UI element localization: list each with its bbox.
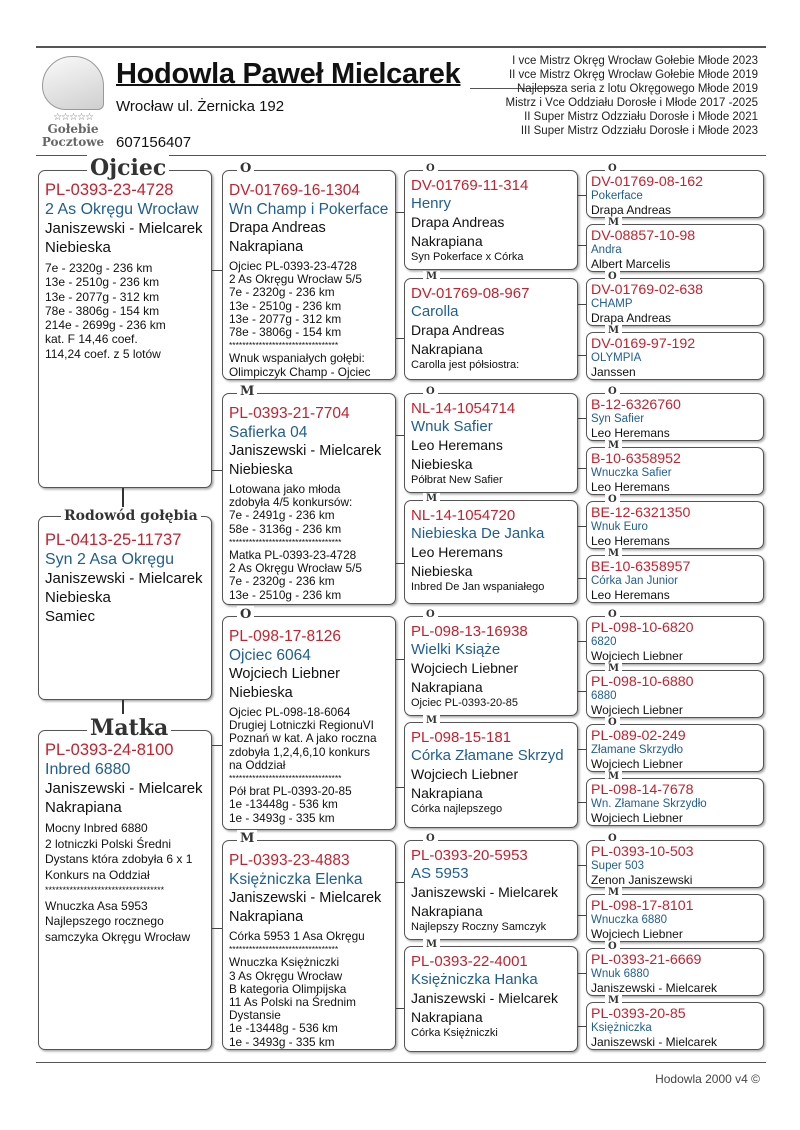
owner: Wojciech Liebner: [411, 660, 519, 676]
award: II Super Mistrz Odzziału Dorosłe i Młode 2021: [524, 110, 758, 123]
note-line: kat. F 14,46 coef.: [45, 332, 138, 347]
pigeon-name: Ojciec 6064: [229, 647, 311, 664]
connector: [578, 195, 586, 196]
notes: [229, 483, 391, 602]
connector: [212, 270, 222, 271]
ring-number: PL-098-15-181: [411, 729, 512, 746]
pigeon-name: Wn. Złamane Skrzydło: [591, 798, 707, 810]
sex-label: O: [237, 606, 254, 624]
pigeon-name: Andra: [591, 244, 622, 256]
sex-label: O: [605, 941, 620, 953]
note-line: samczyka Okręgu Wrocław: [45, 929, 191, 944]
note-line: 58e - 3136g - 236 km: [229, 521, 342, 536]
pigeon-name: Wnuczka 6880: [591, 914, 668, 926]
sex-label: O: [605, 609, 620, 621]
connector: [578, 749, 586, 750]
award: I vce Mistrz Okręg Wrocław Gołebie Młode 2023: [512, 55, 758, 67]
note-line: Lotowana jako młoda: [229, 482, 341, 496]
owner: Wojciech Liebner: [591, 927, 683, 941]
ring-number: B-12-6326760: [591, 397, 681, 413]
notes: [229, 260, 391, 379]
ring-number: BE-12-6321350: [591, 505, 691, 521]
ring-number: PL-089-02-249: [591, 728, 686, 744]
gen4-card[interactable]: [586, 548, 764, 603]
note-line: Wnuk wspaniałych gołębi:: [229, 351, 365, 366]
page-title: Hodowla Paweł Mielcarek: [116, 58, 461, 90]
sex-label: O: [423, 609, 438, 621]
owner: Leo Heremans: [591, 480, 670, 494]
ring-number: PL-0393-21-7704: [229, 405, 350, 422]
sex-label: O: [423, 386, 438, 398]
color: Nakrapiana: [411, 902, 483, 919]
note-line: zdobyła 4/5 konkursów:: [229, 495, 353, 510]
sex-label: M: [423, 493, 440, 505]
ring-number: PL-0393-22-4001: [411, 953, 528, 970]
connector: [212, 745, 222, 746]
gen4-card[interactable]: [586, 663, 764, 718]
gen3-card[interactable]: [404, 271, 578, 380]
sex-label: M: [605, 887, 622, 899]
note-line: 7e - 2491g - 236 km: [229, 508, 335, 523]
owner: Janiszewski - Mielcarek: [591, 1035, 718, 1049]
ring-number: NL-14-1054720: [411, 507, 516, 524]
owner: Drapa Andreas: [229, 220, 326, 236]
note-line: zdobyła 1,2,4,6,10 konkurs: [229, 744, 370, 759]
gen3-card[interactable]: [404, 939, 578, 1052]
note-line: 13e - 2077g - 312 km: [229, 311, 342, 326]
mother-card[interactable]: [38, 715, 212, 1050]
connector: [396, 1008, 404, 1009]
owner: Albert Marcelis: [591, 257, 671, 271]
ring-number: PL-098-17-8101: [591, 898, 694, 914]
pigeon-name: Złamane Skrzydło: [591, 744, 684, 756]
owner: Wojciech Liebner: [411, 766, 519, 782]
note-line: 7e - 2320g - 236 km: [229, 574, 335, 589]
pigeon-name: CHAMP: [591, 298, 633, 310]
gen4-card[interactable]: [586, 887, 764, 942]
ring-number: DV-01769-08-162: [591, 174, 704, 190]
address: Wrocław ul. Żernicka 192: [116, 98, 285, 115]
gen4-card[interactable]: [586, 717, 764, 772]
mother-label: Matka: [87, 714, 171, 742]
owner: Leo Heremans: [591, 588, 670, 602]
connector: [578, 865, 586, 866]
sex-label: M: [423, 939, 440, 951]
logo-line2: Pocztowe: [41, 135, 105, 149]
owner: Janiszewski - Mielcarek: [229, 890, 382, 906]
connector: [578, 355, 586, 356]
note: Półbrat New Safier: [411, 474, 503, 486]
father-label: Ojciec: [87, 154, 169, 182]
pigeon-name: OLYMPIA: [591, 352, 642, 364]
sex-label: M: [605, 663, 622, 675]
phone: 607156407: [116, 134, 192, 151]
pigeon-name: Księżniczka: [591, 1022, 652, 1034]
note-line: 13e - 2510g - 236 km: [229, 298, 342, 313]
note-line: 2 lotniczki Polski Średni: [45, 836, 172, 851]
ring-number: PL-0393-24-8100: [45, 741, 174, 759]
note-line: 7e - 2320g - 236 km: [45, 261, 153, 275]
connector: [578, 245, 586, 246]
pigeon-name: Syn 2 Asa Okręgu: [45, 551, 174, 568]
pigeon-name: Córka Jan Junior: [591, 575, 678, 587]
note-line: Ojciec PL-098-18-6064: [229, 705, 351, 719]
color: Nakrapiana: [411, 678, 483, 695]
gen3-card[interactable]: [404, 493, 578, 604]
gen4-card[interactable]: [586, 386, 764, 441]
note-line: 1e - 3493g - 335 km: [229, 810, 335, 825]
sex-label: O: [605, 717, 620, 729]
connector: [578, 418, 586, 419]
awards-list: [506, 55, 758, 138]
award: Mistrz i Vce Oddziału Dorosłe i Młode 2017 -2025: [505, 96, 758, 109]
notes: [229, 706, 391, 825]
connector: [578, 802, 586, 803]
notes: [229, 930, 391, 1049]
sex-label: O: [605, 271, 620, 283]
sex-label: M: [423, 271, 440, 283]
note-line: na Oddział: [229, 757, 286, 772]
connector: [396, 563, 404, 564]
ring-number: PL-0413-25-11737: [45, 531, 182, 549]
logo-line1: Gołebie: [47, 122, 99, 136]
stars-icon: ☆☆☆☆☆: [53, 112, 93, 123]
pigeon-name: Henry: [411, 195, 452, 212]
owner: Leo Heremans: [591, 534, 670, 548]
sex-label: M: [605, 548, 622, 560]
connector: [578, 915, 586, 916]
sex-label: O: [605, 833, 620, 845]
pigeon-name: Wn Champ i Pokerface: [229, 201, 389, 218]
owner: Janiszewski - Mielcarek: [411, 884, 559, 900]
pigeon-name: AS 5953: [411, 865, 469, 882]
note-line: 7e - 2320g - 236 km: [229, 285, 335, 300]
owner: Drapa Andreas: [591, 311, 672, 325]
gen3-card[interactable]: [404, 833, 578, 940]
note-line: 3 As Okręgu Wrocław: [229, 968, 343, 983]
owner: Leo Heremans: [411, 437, 503, 453]
connector: [578, 304, 586, 305]
pigeon-name: Super 503: [591, 860, 645, 872]
connector: [396, 659, 404, 660]
note-line: Pół brat PL-0393-20-85: [229, 784, 352, 799]
pigeon-name: Księżniczka Elenka: [229, 871, 363, 888]
owner: Wojciech Liebner: [591, 649, 683, 663]
note-line: Wnuczka Asa 5953: [45, 898, 148, 913]
note-line: 114,24 coef. z 5 lotów: [45, 346, 161, 361]
sex: Samiec: [45, 608, 96, 625]
father-card[interactable]: [38, 155, 212, 488]
ring-number: PL-0393-20-85: [591, 1006, 686, 1022]
notes: [45, 261, 207, 361]
note-line: 1e -13448g - 536 km: [229, 1021, 338, 1036]
sex-label: O: [423, 163, 438, 175]
connector: [396, 882, 404, 883]
note-line: 13e - 2077g - 312 km: [45, 289, 160, 304]
connector: [578, 1026, 586, 1027]
note-line: Olimpiczyk Champ - Ojciec: [229, 364, 371, 379]
note-line: Matka PL-0393-23-4728: [229, 548, 357, 563]
gen3-card[interactable]: [404, 386, 578, 493]
owner: Leo Heremans: [591, 426, 670, 440]
pigeon-name: Safierka 04: [229, 424, 308, 441]
color: Niebieska: [229, 462, 293, 478]
note-line: Konkurs na Oddział: [45, 867, 150, 882]
subject-label: Rodowód gołębia: [61, 507, 201, 525]
note: Córka Księżniczki: [411, 1027, 498, 1039]
note-line: Córka 5953 1 Asa Okręgu: [229, 929, 365, 943]
pigeon-name: Wnuk Euro: [591, 521, 648, 533]
note-line: *********************************: [229, 340, 339, 351]
gen4-card[interactable]: [586, 494, 764, 549]
ring-number: PL-098-14-7678: [591, 782, 694, 798]
pigeon-name: Księżniczka Hanka: [411, 971, 538, 988]
ring-number: PL-0393-23-4883: [229, 852, 350, 869]
subject-card[interactable]: [38, 508, 212, 700]
owner: Zenon Janiszewski: [591, 873, 693, 887]
sex-label: M: [605, 771, 622, 783]
ring-number: NL-14-1054714: [411, 400, 516, 417]
color: Nakrapiana: [411, 784, 483, 801]
pigeon-name: Wnuk Safier: [411, 418, 493, 435]
note-line: Dystansie: [229, 1008, 281, 1023]
color: Niebieska: [411, 562, 473, 579]
gen2-card[interactable]: [222, 384, 396, 605]
footer-rule: [36, 1062, 766, 1063]
color: Niebieska: [229, 685, 293, 701]
note-line: 78e - 3806g - 154 km: [229, 325, 342, 340]
note-line: 2 As Okręgu Wrocław 5/5: [229, 561, 362, 576]
ring-number: PL-098-17-8126: [229, 628, 342, 645]
sex-label: M: [237, 830, 257, 848]
note-line: 13e - 2510g - 236 km: [45, 275, 160, 290]
note: Najlepszy Roczny Samczyk: [411, 921, 547, 933]
pigeon-name: 2 As Okręgu Wrocław: [45, 201, 199, 218]
gen4-card[interactable]: [586, 941, 764, 996]
pigeon-name: Wnuczka Safier: [591, 467, 672, 479]
owner: Janiszewski - Mielcarek: [229, 443, 382, 459]
owner: Leo Heremans: [411, 544, 503, 560]
note: Córka najlepszego: [411, 803, 503, 815]
connector: [396, 212, 404, 213]
sex-label: O: [605, 494, 620, 506]
note: Carolla jest półsiostra:: [411, 359, 520, 371]
ring-number: PL-098-13-16938: [411, 623, 528, 640]
pigeon-name: Wnuk 6880: [591, 968, 650, 980]
color: Nakrapiana: [411, 340, 483, 357]
pigeon-name: Syn Safier: [591, 413, 645, 425]
pigeon-name: Inbred 6880: [45, 761, 131, 778]
note-line: 11 As Polski na Średnim: [229, 995, 356, 1010]
sex-label: O: [423, 833, 438, 845]
note-line: Drugiej Lotniczki RegionuVI: [229, 718, 374, 733]
color: Nakrapiana: [411, 1008, 483, 1025]
top-rule: [36, 46, 766, 48]
award: II vce Mistrz Okręg Wrocław Gołebie Młode 2019: [508, 68, 758, 81]
owner: Wojciech Liebner: [229, 666, 340, 682]
ring-number: PL-0393-21-6669: [591, 952, 702, 968]
ring-number: DV-01769-02-638: [591, 282, 704, 298]
connector: [578, 526, 586, 527]
owner: Janiszewski - Mielcarek: [411, 990, 559, 1006]
award: III Super Mistrz Odzziału Dorosłe i Młode 2023: [520, 124, 758, 137]
ring-number: DV-01769-11-314: [411, 177, 529, 194]
sex-label: M: [605, 217, 622, 229]
gen4-card[interactable]: [586, 771, 764, 826]
gen2-card[interactable]: [222, 161, 396, 380]
sex-label: M: [605, 325, 622, 337]
pigeon-name: Wielki Książe: [411, 641, 501, 658]
owner: Wojciech Liebner: [591, 811, 683, 825]
owner: Janssen: [591, 365, 636, 379]
gen4-card[interactable]: [586, 833, 764, 888]
ring-number: PL-0393-10-503: [591, 844, 694, 860]
connector: [396, 787, 404, 788]
gen4-card[interactable]: [586, 271, 764, 326]
sex-label: M: [423, 715, 440, 727]
note-line: 78e - 3806g - 154 km: [45, 303, 160, 318]
owner: Janiszewski - Mielcarek: [45, 780, 203, 797]
pigeon-name: Córka Złamane Skrzyd: [411, 747, 564, 764]
note: Ojciec PL-0393-20-85: [411, 697, 519, 709]
gen4-card[interactable]: [586, 325, 764, 380]
note-line: *********************************: [229, 944, 339, 955]
ring-number: PL-0393-23-4728: [45, 181, 174, 199]
color: Nakrapiana: [411, 232, 483, 249]
note: Inbred De Jan wspaniałego: [411, 581, 545, 593]
connector: [212, 928, 222, 929]
gen2-card[interactable]: [222, 831, 396, 1050]
connector: [578, 641, 586, 642]
note-line: 13e - 2510g - 236 km: [229, 587, 342, 602]
note-line: Najlepszego rocznego: [45, 914, 164, 928]
sex-label: M: [605, 995, 622, 1007]
ring-number: PL-0393-20-5953: [411, 847, 528, 864]
note-line: 1e -13448g - 536 km: [229, 797, 338, 812]
note-line: 214e - 2699g - 236 km: [45, 318, 166, 333]
note-line: Mocny Inbred 6880: [45, 821, 148, 835]
pigeon-name: Pokerface: [591, 190, 643, 202]
gen3-card[interactable]: [404, 715, 578, 828]
footer-credit: Hodowla 2000 v4 ©: [655, 1072, 760, 1086]
note-line: 1e - 3493g - 335 km: [229, 1034, 335, 1049]
ring-number: DV-08857-10-98: [591, 228, 696, 244]
sex-label: O: [237, 160, 254, 178]
award: Najlepsza seria z lotu Okręgowego Młode 2019: [517, 82, 758, 95]
gen3-card[interactable]: [404, 163, 578, 270]
ring-number: DV-01769-08-967: [411, 285, 530, 302]
sex-label: M: [237, 383, 257, 401]
gen3-card[interactable]: [404, 609, 578, 716]
gen4-card[interactable]: [586, 995, 764, 1050]
notes: [45, 821, 207, 945]
ring-number: DV-01769-16-1304: [229, 182, 360, 199]
note-line: B kategoria Olimpijska: [229, 981, 347, 996]
connector: [578, 468, 586, 469]
sex-label: O: [605, 163, 620, 175]
connector: [578, 578, 586, 579]
gen4-card[interactable]: [586, 163, 764, 218]
owner: Wojciech Liebner: [591, 703, 683, 717]
color: Niebieska: [411, 455, 473, 472]
note-line: Wnuczka Księżniczki: [229, 955, 340, 970]
pigeon-name: Niebieska De Janka: [411, 525, 545, 542]
ring-number: PL-098-10-6880: [591, 674, 694, 690]
connector: [396, 338, 404, 339]
owner: Janiszewski - Mielcarek: [45, 220, 203, 237]
connector: [578, 691, 586, 692]
owner: Drapa Andreas: [411, 214, 505, 230]
note-line: 2 As Okręgu Wrocław 5/5: [229, 272, 362, 287]
connector: [578, 973, 586, 974]
owner: Drapa Andreas: [411, 322, 505, 338]
owner: Janiszewski - Mielcarek: [45, 570, 203, 587]
connector: [212, 470, 222, 471]
gen4-card[interactable]: [586, 217, 764, 272]
note-line: Ojciec PL-0393-23-4728: [229, 259, 357, 273]
sex-label: M: [605, 440, 622, 452]
pigeon-name: 6880: [591, 690, 617, 702]
logo: [36, 56, 110, 148]
note-line: **********************************: [229, 773, 342, 784]
connector: [396, 435, 404, 436]
color: Niebieska: [45, 589, 111, 606]
owner: Janiszewski - Mielcarek: [591, 981, 718, 995]
pigeon-name: 6820: [591, 636, 617, 648]
owner: Wojciech Liebner: [591, 757, 683, 771]
note-line: Dystans która zdobyła 6 x 1: [45, 852, 193, 866]
gen2-card[interactable]: [222, 607, 396, 830]
note-line: **********************************: [229, 536, 342, 547]
ring-number: PL-098-10-6820: [591, 620, 694, 636]
note-line: Poznań w kat. A jako roczna: [229, 731, 377, 746]
ring-number: BE-10-6358957: [591, 559, 691, 575]
owner: Drapa Andreas: [591, 203, 672, 217]
note-line: **********************************: [45, 885, 165, 895]
color: Nakrapiana: [45, 799, 122, 816]
color: Nakrapiana: [229, 909, 304, 925]
gen4-card[interactable]: [586, 440, 764, 495]
ring-number: DV-0169-97-192: [591, 336, 696, 352]
pigeon-head-icon: [42, 56, 104, 110]
gen4-card[interactable]: [586, 609, 764, 664]
pigeon-name: Carolla: [411, 303, 459, 320]
note: Syn Pokerface x Córka: [411, 251, 524, 263]
ring-number: B-10-6358952: [591, 451, 681, 467]
sex-label: O: [605, 386, 620, 398]
color: Nakrapiana: [229, 239, 304, 255]
color: Niebieska: [45, 239, 111, 256]
